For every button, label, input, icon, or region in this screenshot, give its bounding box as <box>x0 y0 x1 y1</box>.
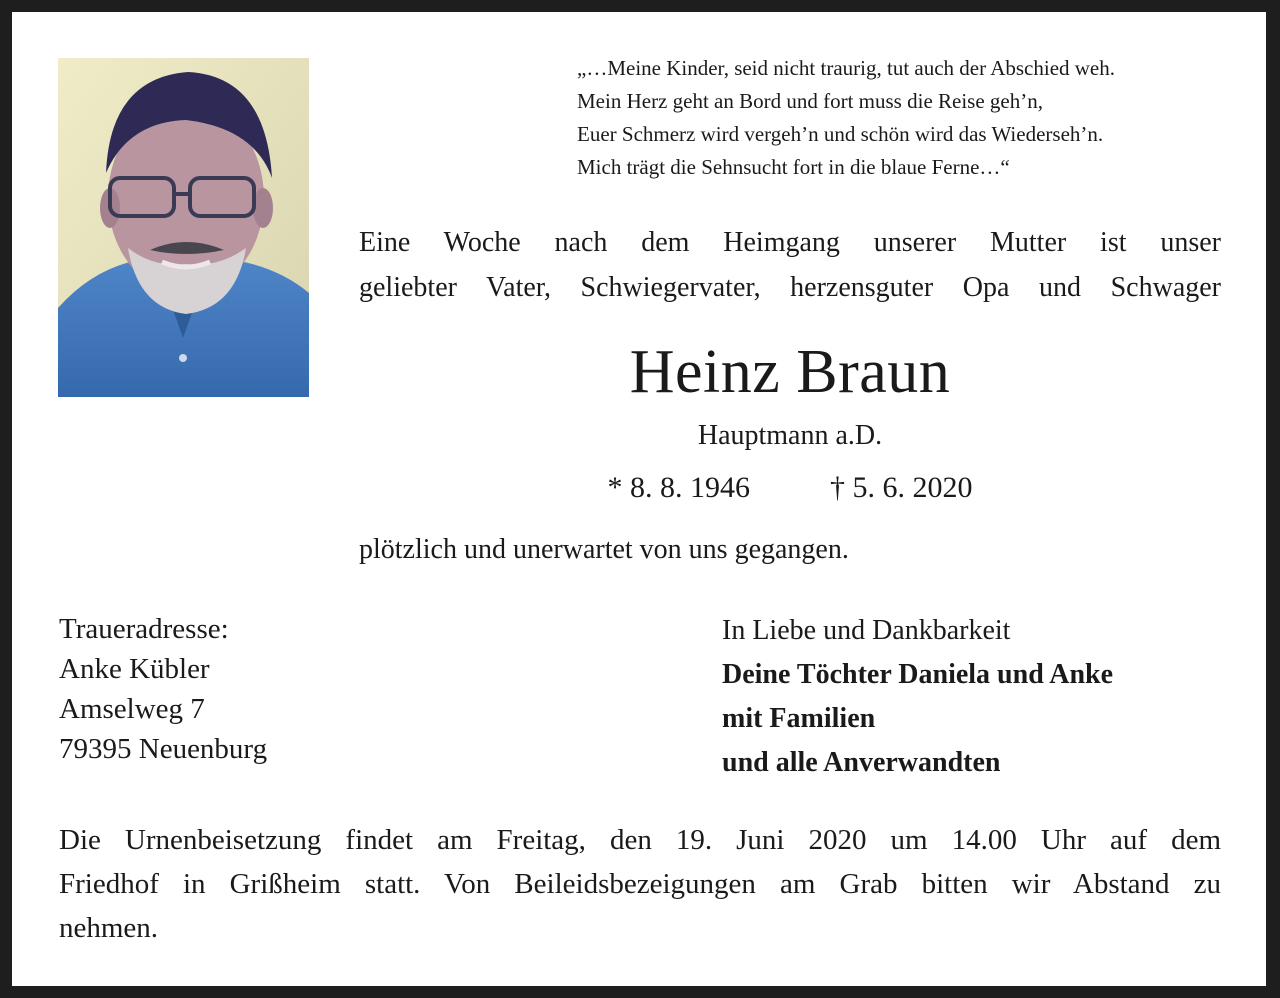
burial-line: nehmen. <box>59 912 159 944</box>
poem-line: „…Meine Kinder, seid nicht traurig, tut auch der Abschied weh. <box>577 56 1116 80</box>
poem-line: Mich trägt die Sehnsucht fort in die blaue Ferne…“ <box>577 155 1010 179</box>
address-label: Traueradresse: <box>59 613 229 645</box>
burial-line: Die Urnenbeisetzung findet am Freitag, den 19. Juni 2020 um 14.00 Uhr auf dem <box>59 824 1221 856</box>
deceased-rank: Hauptmann a.D. <box>697 420 883 451</box>
deceased-name: Heinz Braun <box>629 338 951 406</box>
poem-quote <box>577 52 1237 184</box>
burial-line: Friedhof in Grißheim statt. Von Beileidsbezeigungen am Grab bitten wir Abstand zu <box>59 868 1221 900</box>
address-street: Amselweg 7 <box>59 693 205 725</box>
family-line: mit Familien <box>722 703 876 734</box>
birth-date: * 8. 8. 1946 <box>607 471 750 504</box>
portrait-image <box>58 58 309 397</box>
obituary-notice <box>12 12 1266 986</box>
address-city: 79395 Neuenburg <box>59 733 268 765</box>
passed-text: plötzlich und unerwartet von uns gegangen. <box>359 534 849 565</box>
portrait-photo <box>58 58 309 397</box>
intro-text <box>359 220 1221 310</box>
intro-line: Eine Woche nach dem Heimgang unserer Mutter ist unser <box>359 227 1221 258</box>
burial-notice <box>59 818 1221 950</box>
family-line: Deine Töchter Daniela und Anke <box>722 659 1114 690</box>
family-line: und alle Anverwandten <box>722 747 1001 778</box>
poem-line: Euer Schmerz wird vergeh’n und schön wird das Wiederseh’n. <box>577 122 1104 146</box>
address-name: Anke Kübler <box>59 653 210 685</box>
family-intro: In Liebe und Dankbarkeit <box>722 615 1011 646</box>
mourning-address <box>59 609 267 769</box>
family-signature <box>722 609 1242 785</box>
life-dates <box>359 466 1221 510</box>
death-date: † 5. 6. 2020 <box>830 471 973 504</box>
intro-line: geliebter Vater, Schwiegervater, herzensguter Opa und Schwager <box>359 272 1221 303</box>
poem-line: Mein Herz geht an Bord und fort muss die Reise geh’n, <box>577 89 1043 113</box>
